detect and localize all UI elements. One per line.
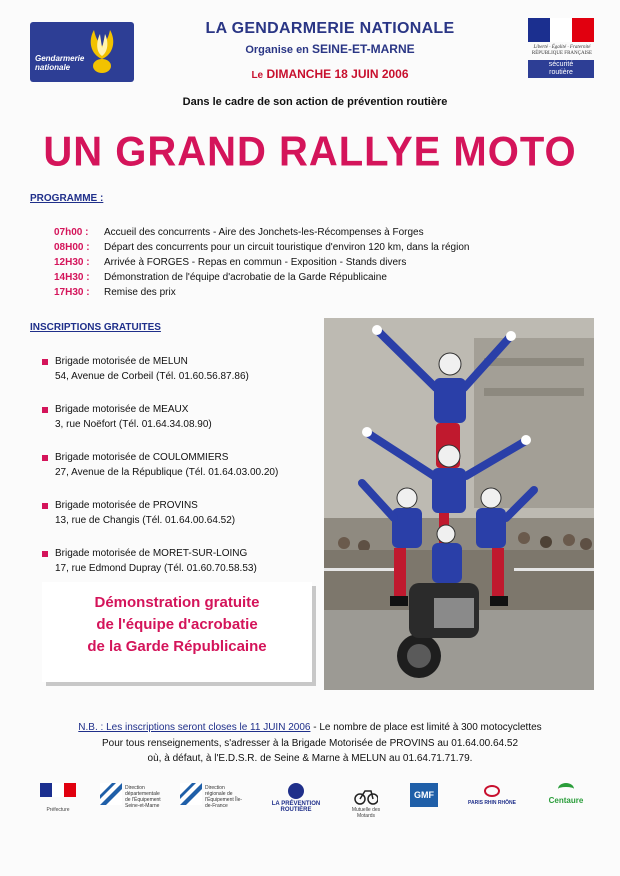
- gendarmerie-logo: [30, 22, 134, 82]
- mutuelle-motards-logo: [346, 783, 386, 817]
- nb-label: N.B. : Les inscriptions seront closes le 11 JUIN 2006: [78, 722, 311, 733]
- brigade-name: Brigade motorisée de PROVINS: [55, 500, 198, 511]
- nb-rest: - Le nombre de place est limité à 300 motocyclettes: [310, 722, 542, 733]
- event-date: [150, 67, 510, 81]
- dre-logo: [180, 783, 242, 817]
- brigade-name: Brigade motorisée de MORET-SUR-LOING: [55, 548, 248, 559]
- programme-item: [54, 270, 574, 285]
- programme-time: 07h00 :: [54, 227, 89, 238]
- nb-line: [20, 721, 600, 735]
- acrobatic-team-illustration: [324, 318, 594, 690]
- brigade-name: Brigade motorisée de MEAUX: [55, 404, 189, 415]
- programme-time: 17H30 :: [54, 287, 90, 298]
- page-title-organisation: LA GENDARMERIE NATIONALE: [205, 20, 455, 37]
- french-flag-icon: [528, 18, 594, 42]
- bullet-icon: [42, 551, 48, 557]
- brigade-list: [42, 356, 322, 596]
- brigade-name: Brigade motorisée de MELUN: [55, 356, 188, 367]
- demo-line-1: Démonstration gratuite: [94, 594, 260, 611]
- programme-text: Remise des prix: [104, 287, 176, 298]
- brigade-address: 3, rue Noëfort (Tél. 01.64.34.08.90): [55, 419, 212, 430]
- acrobatic-team-photo: [324, 318, 594, 690]
- gmf-logo-label: GMF: [410, 783, 438, 807]
- dre-emblem-icon: [180, 783, 202, 805]
- republique-francaise-logo: [528, 18, 596, 82]
- demo-callout: [42, 582, 312, 682]
- programme-list: [54, 225, 574, 300]
- programme-text: Accueil des concurrents - Aire des Jonchets-les-Récompenses à Forges: [104, 227, 424, 238]
- sponsor-logos: [30, 783, 600, 823]
- prefecture-logo: [36, 783, 80, 817]
- programme-text: Départ des concurrents pour un circuit touristique d'environ 120 km, dans la région: [104, 242, 470, 253]
- rf-motto: Liberté · Égalité · Fraternité: [533, 45, 591, 50]
- demo-line-3: de la Garde Républicaine: [87, 638, 267, 655]
- main-title: UN GRAND RALLYE MOTO: [43, 128, 577, 176]
- programme-time: 12H30 :: [54, 257, 90, 268]
- prevention-routiere-label: LA PRÉVENTION ROUTIÈRE: [271, 801, 321, 813]
- gendarmerie-logo-text: Gendarmerie nationale: [35, 54, 85, 72]
- bullet-icon: [42, 407, 48, 413]
- programme-item: [54, 225, 574, 240]
- info-line-1: Pour tous renseignements, s'adresser à la Brigade Motorisée de PROVINS au 01.64.00.64.52: [101, 738, 519, 749]
- prevention-routiere-icon: [288, 783, 304, 799]
- motorbike-icon: [354, 783, 378, 805]
- rf-name: RÉPUBLIQUE FRANÇAISE: [531, 51, 593, 56]
- centaure-logo: [540, 783, 592, 817]
- brigade-address: 13, rue de Changis (Tél. 01.64.00.64.52): [55, 515, 236, 526]
- date-prefix: Le: [251, 70, 264, 81]
- prefecture-logo-label: Préfecture: [46, 807, 70, 813]
- programme-time: 14H30 :: [54, 272, 90, 283]
- organised-prefix: Organise en: [245, 44, 309, 56]
- organised-line: [150, 42, 510, 56]
- programme-title: PROGRAMME :: [30, 193, 104, 204]
- brigade-item: [42, 404, 322, 452]
- dde77-logo: [100, 783, 162, 817]
- sr-line2: routière: [549, 69, 573, 76]
- programme-text: Arrivée à FORGES - Repas en commun - Exposition - Stands divers: [104, 257, 407, 268]
- demo-line-2: de l'équipe d'acrobatie: [96, 616, 258, 633]
- bullet-icon: [42, 503, 48, 509]
- inscriptions-title: INSCRIPTIONS GRATUITES: [30, 322, 161, 333]
- brigade-address: 27, Avenue de la République (Tél. 01.64.03.00.20): [55, 467, 279, 478]
- programme-item: [54, 240, 574, 255]
- dde77-logo-label: Direction départementale de l'Équipement Seine-et-Marne: [125, 785, 161, 809]
- paris-rhin-rhone-logo: [462, 783, 522, 817]
- brigade-address: 54, Avenue de Corbeil (Tél. 01.60.56.87.86): [55, 371, 249, 382]
- bullet-icon: [42, 455, 48, 461]
- sr-line1: sécurité: [548, 61, 574, 68]
- centaure-label: Centaure: [548, 796, 584, 805]
- brigade-item: [42, 356, 322, 404]
- prevention-routiere-logo: [266, 783, 326, 817]
- programme-item: [54, 255, 574, 270]
- aprr-icon: [484, 785, 500, 797]
- programme-text: Démonstration de l'équipe d'acrobatie de la Garde Républicaine: [104, 272, 387, 283]
- info-line-2: où, à défaut, à l'E.D.S.R. de Seine & Marne à MELUN au 01.64.71.71.79.: [147, 753, 473, 764]
- brigade-address: 17, rue Edmond Dupray (Tél. 01.60.70.58.53): [55, 563, 257, 574]
- dde-emblem-icon: [100, 783, 122, 805]
- brigade-name: Brigade motorisée de COULOMMIERS: [55, 452, 229, 463]
- date-value: DIMANCHE 18 JUIN 2006: [266, 67, 409, 81]
- securite-routiere-badge: [528, 60, 594, 78]
- bullet-icon: [42, 359, 48, 365]
- gmf-logo: [410, 783, 440, 817]
- organised-place: SEINE-ET-MARNE: [311, 42, 415, 56]
- dre-logo-label: Direction régionale de l'Équipement Île-de-France: [205, 785, 243, 809]
- programme-item: [54, 285, 574, 300]
- programme-time: 08H00 :: [54, 242, 90, 253]
- brigade-item: [42, 500, 322, 548]
- paris-rhin-rhone-label: PARIS RHIN RHÔNE: [468, 800, 516, 806]
- mutuelle-motards-label: Mutuelle des Motards: [351, 807, 381, 819]
- brigade-item: [42, 452, 322, 500]
- intro-text: Dans le cadre de son action de prévention routière: [182, 96, 448, 108]
- centaure-arc-icon: [558, 783, 574, 795]
